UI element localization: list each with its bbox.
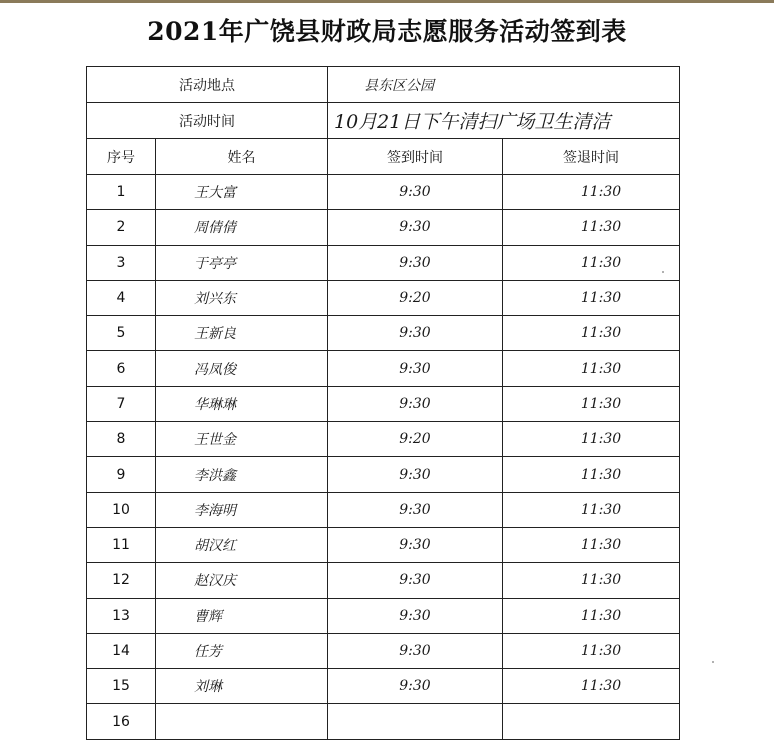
row-signin-time: 9:30	[328, 351, 503, 386]
row-name-signature: 冯凤俊	[156, 351, 328, 386]
row-signin-time: 9:30	[328, 492, 503, 527]
row-name-signature: 于亭亭	[156, 245, 328, 280]
row-signin-time: 9:30	[328, 245, 503, 280]
location-label: 活动地点	[87, 67, 328, 103]
row-signin-time: 9:30	[328, 210, 503, 245]
location-value: 县东区公园	[328, 67, 680, 103]
row-signin-time: 9:30	[328, 386, 503, 421]
row-number: 1	[87, 175, 156, 210]
row-name-signature: 赵汉庆	[156, 563, 328, 598]
row-signout-time: 11:30	[503, 527, 680, 562]
row-signout-time: 11:30	[503, 280, 680, 315]
row-signout-time: 11:30	[503, 422, 680, 457]
row-name-signature: 任芳	[156, 633, 328, 668]
row-name-signature: 曹辉	[156, 598, 328, 633]
col-header-signin: 签到时间	[328, 139, 503, 175]
row-signin-time: 9:30	[328, 316, 503, 351]
sign-in-table	[86, 66, 680, 740]
row-number: 8	[87, 422, 156, 457]
row-signin-time: 9:20	[328, 422, 503, 457]
table-row	[87, 704, 680, 739]
col-header-signout: 签退时间	[503, 139, 680, 175]
table-row	[87, 280, 680, 315]
table-row	[87, 351, 680, 386]
row-signin-time: 9:30	[328, 669, 503, 704]
time-row	[87, 103, 680, 139]
row-signout-time: 11:30	[503, 316, 680, 351]
time-value: 10月21日下午清扫广场卫生清洁	[328, 103, 680, 139]
row-signout-time: 11:30	[503, 598, 680, 633]
table-row	[87, 633, 680, 668]
row-signout-time: 11:30	[503, 210, 680, 245]
table-row	[87, 175, 680, 210]
row-signout-time: 11:30	[503, 633, 680, 668]
row-name-signature: 华琳琳	[156, 386, 328, 421]
row-signin-time: 9:30	[328, 598, 503, 633]
row-name-signature: 王大富	[156, 175, 328, 210]
row-signout-time	[503, 704, 680, 739]
row-signout-time: 11:30	[503, 492, 680, 527]
table-row	[87, 598, 680, 633]
table-row	[87, 457, 680, 492]
row-number: 13	[87, 598, 156, 633]
row-signout-time: 11:30	[503, 386, 680, 421]
row-signout-time: 11:30	[503, 351, 680, 386]
page-title: 2021年广饶县财政局志愿服务活动签到表	[147, 17, 627, 46]
row-signout-time: 11:30	[503, 563, 680, 598]
scan-speck	[712, 661, 714, 663]
row-signin-time: 9:30	[328, 457, 503, 492]
row-number: 14	[87, 633, 156, 668]
row-signout-time: 11:30	[503, 175, 680, 210]
row-signin-time: 9:20	[328, 280, 503, 315]
row-number: 9	[87, 457, 156, 492]
top-edge-bar	[0, 0, 774, 3]
row-signin-time: 9:30	[328, 527, 503, 562]
table-row	[87, 210, 680, 245]
row-number: 16	[87, 704, 156, 739]
table-row	[87, 316, 680, 351]
col-header-name: 姓名	[156, 139, 328, 175]
time-label: 活动时间	[87, 103, 328, 139]
row-number: 10	[87, 492, 156, 527]
table-row	[87, 422, 680, 457]
row-signout-time: 11:30	[503, 457, 680, 492]
row-signin-time	[328, 704, 503, 739]
location-row	[87, 67, 680, 103]
row-signin-time: 9:30	[328, 175, 503, 210]
row-name-signature: 刘兴东	[156, 280, 328, 315]
row-name-signature: 王世金	[156, 422, 328, 457]
table-row	[87, 245, 680, 280]
row-signin-time: 9:30	[328, 633, 503, 668]
row-number: 4	[87, 280, 156, 315]
table-row	[87, 386, 680, 421]
row-signout-time: 11:30	[503, 245, 680, 280]
row-number: 5	[87, 316, 156, 351]
row-number: 7	[87, 386, 156, 421]
row-name-signature: 王新良	[156, 316, 328, 351]
row-signout-time: 11:30	[503, 669, 680, 704]
row-number: 3	[87, 245, 156, 280]
column-header-row	[87, 139, 680, 175]
row-name-signature: 刘琳	[156, 669, 328, 704]
row-number: 6	[87, 351, 156, 386]
row-number: 15	[87, 669, 156, 704]
table-row	[87, 527, 680, 562]
table-row	[87, 563, 680, 598]
row-name-signature	[156, 704, 328, 739]
row-number: 2	[87, 210, 156, 245]
row-number: 11	[87, 527, 156, 562]
row-number: 12	[87, 563, 156, 598]
row-name-signature: 李海明	[156, 492, 328, 527]
row-signin-time: 9:30	[328, 563, 503, 598]
table-row	[87, 492, 680, 527]
table-row	[87, 669, 680, 704]
col-header-number: 序号	[87, 139, 156, 175]
scan-speck	[662, 271, 664, 273]
row-name-signature: 胡汉红	[156, 527, 328, 562]
row-name-signature: 李洪鑫	[156, 457, 328, 492]
row-name-signature: 周倩倩	[156, 210, 328, 245]
